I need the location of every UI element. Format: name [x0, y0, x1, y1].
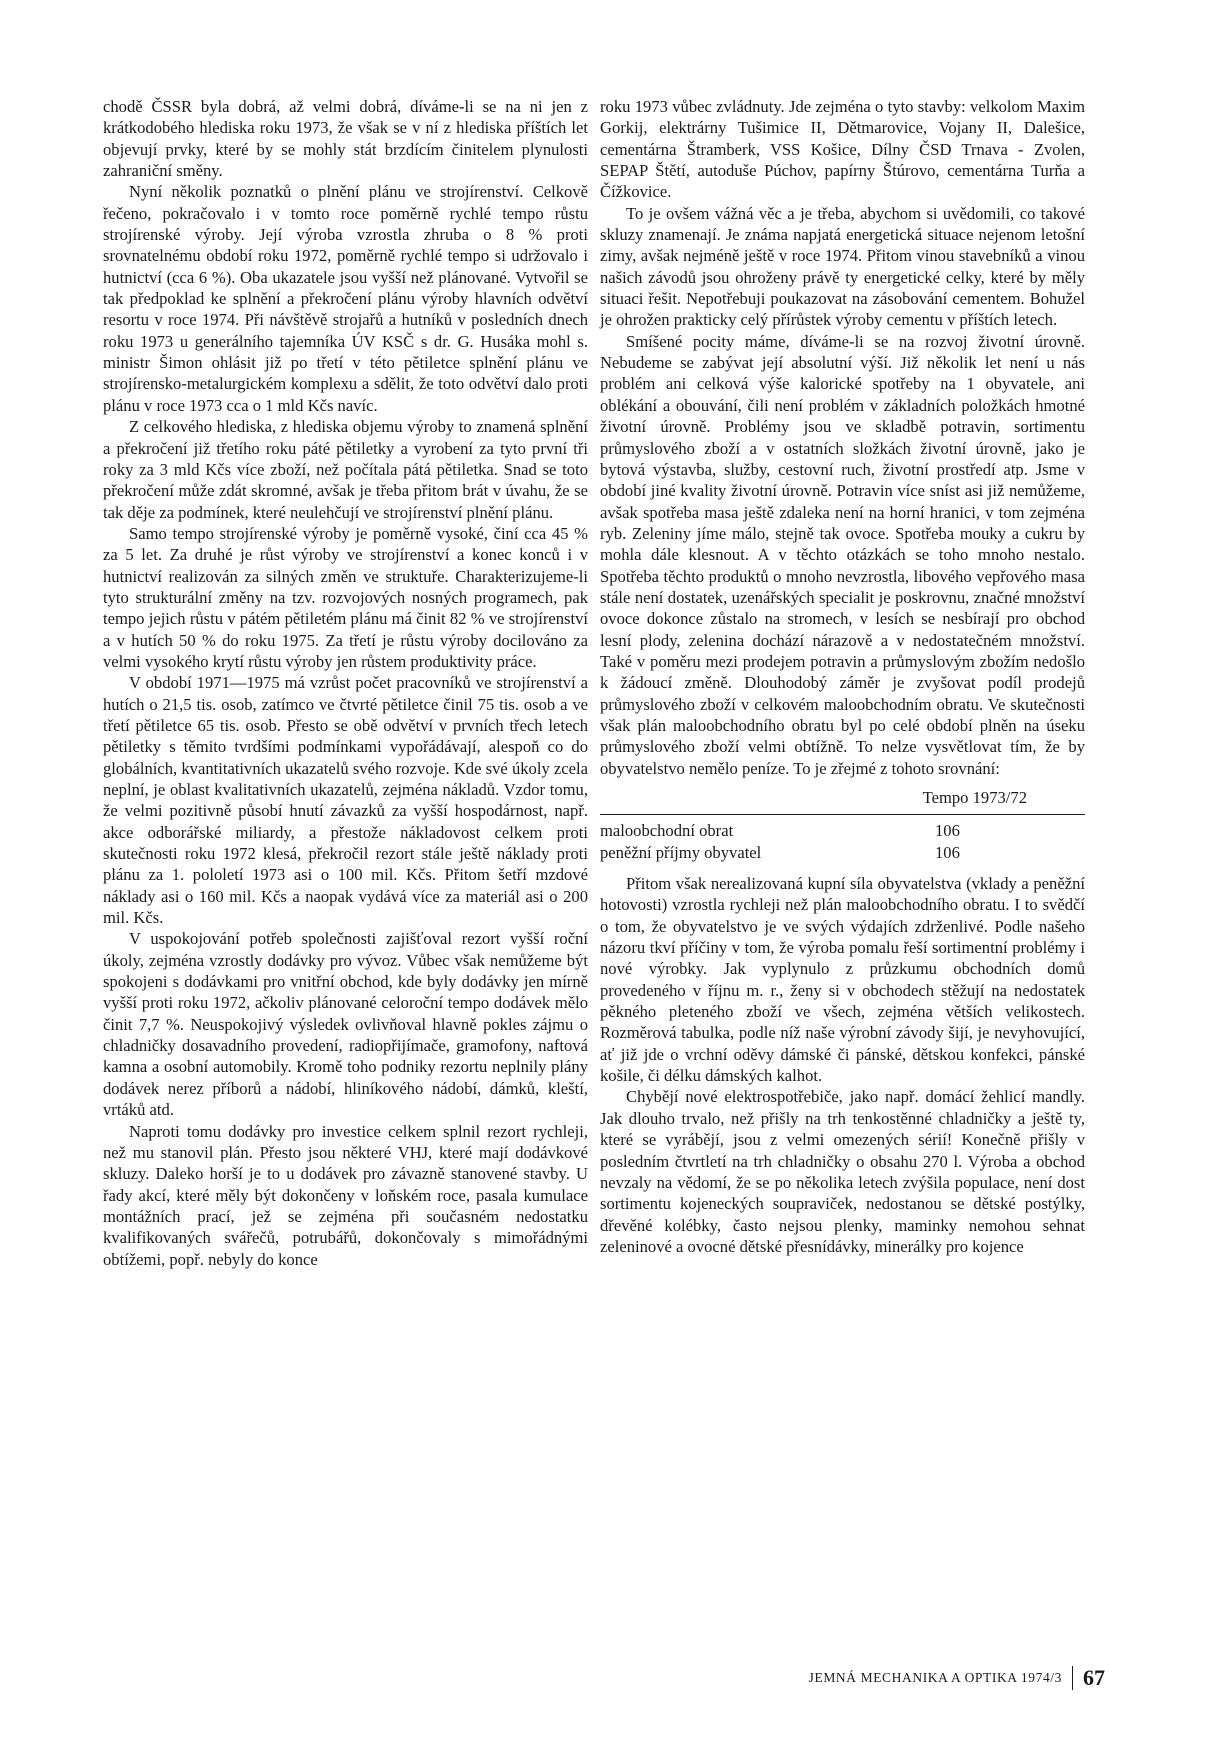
paragraph: Chybějí nové elektrospotřebiče, jako např. domácí žehlicí mandly. Jak dlouho trvalo, než přišly na trh tenkostěnné chladničky a ještě ty, které se vyrábějí, jsou z velmi omezených sérií! Konečně přišly v posledním čtvrtletí na trh chladničky o obsahu 270 l. Výroba a obchod nevzaly na vědomí, že se po několika letech zvýšila populace, není dost sortimentu kojeneckých soupraviček, nedostanou se dětské postýlky, dřevěné kolébky, často nejsou plenky, maminky nemohou sehnat zeleninové a ovocné dětské přesnídávky, minerálky pro kojence [600, 1087, 1085, 1256]
page-footer [809, 1665, 1105, 1691]
comparison-table [600, 787, 1085, 863]
footer-divider [1072, 1666, 1073, 1690]
table-cell-value: 106 [935, 842, 960, 862]
table-row [600, 842, 1085, 863]
paragraph: V uspokojování potřeb společnosti zajišťoval rezort vyšší roční úkoly, zejména vzrostly dodávky pro vývoz. Vůbec však nemůžeme být spokojeni s dodávkami pro vnitřní obchod, kde byly dodávky jen mírně vyšší proti roku 1972, ačkoliv plánované celoroční tempo dodávek mělo činit 7,7 %. Neuspokojivý výsledek ovlivňoval hlavně pokles zájmu o chladničky dosavadního provedení, radiopřijímače, gramofony, naftová kamna a osobní automobily. Kromě toho podniky rezortu neplnily plány dodávek nerez příborů a nádobí, hliníkového nádobí, dámků, kleští, vrtáků atd. [103, 929, 588, 1120]
page-number: 67 [1083, 1665, 1105, 1690]
paragraph: Z celkového hlediska, z hlediska objemu výroby to znamená splnění a překročení již třetího roku páté pětiletky a vyrobení za tyto první tři roky za 3 mld Kčs více zboží, než počítala pátá pětiletka. Snad se toto překročení může zdát skromné, avšak je třeba přitom brát v úvahu, že se tak děje za podmínek, které neulehčují ve strojírenství plnění plánu. [103, 417, 588, 522]
paragraph: Přitom však nerealizovaná kupní síla obyvatelstva (vklady a peněžní hotovosti) vzrostla rychleji než plán maloobchodního obratu. I to svědčí o tom, že obyvatelstvo je ve svých výdajích zdrženlivé. Podle našeho názoru tkví příčiny v tom, že výroba pomalu řeší sortimentní problémy i nové výrobky. Jak vyplynulo z průzkumu obchodních domů provedeného v říjnu m. r., ženy si v obchodech stěžují na nedostatek pěkného pleteného zboží ve všech, zejména větších velikostech. Rozměrová tabulka, podle níž naše výrobní závody šijí, je nevyhovující, ať již jde o vrchní oděvy dámské či pánské, dětskou konfekci, pánské košile, či délku dámských kalhot. [600, 874, 1085, 1086]
table-cell-label: maloobchodní obrat [600, 821, 734, 841]
table-row [600, 815, 1085, 842]
paragraph: Naproti tomu dodávky pro investice celkem splnil rezort rychleji, než mu stanovil plán. Přesto jsou některé VHJ, které mají dodávkové skluzy. Daleko horší je to u dodávek pro závazně stanovené stavby. U řady akcí, které měly být dokončeny v loňském roce, pasala kumulace montážních prací, jež se zejména při současném nedostatku kvalifikovaných svářečů, potrubářů, dokončovaly s mimořádnými obtížemi, popř. nebyly do konce [103, 1121, 588, 1269]
paragraph: roku 1973 vůbec zvládnuty. Jde zejména o tyto stavby: velkolom Maxim Gorkij, elektrárny Tušimice II, Dětmarovice, Vojany II, Dalešice, cementárna Štramberk, VSS Košice, Dílny ČSD Trnava - Zvolen, SEPAP Štětí, autoduše Púchov, papírny Štúrovo, cementárna Turňa a Čížkovice. [600, 97, 1085, 202]
left-text-column [103, 96, 588, 1270]
paragraph: Smíšené pocity máme, díváme-li se na rozvoj životní úrovně. Nebudeme se zabývat její absolutní výší. Již několik let není u nás problém ani celková výše kalorické spotřeby na 1 obyvatele, ani oblékání a obouvání, čili není problém v základních položkách hmotné životní úrovně. Problémy jsou ve skladbě potravin, sortimentu průmyslového zboží a v ostatních složkách životní úrovně, jako je bytová výstavba, služby, cestovní ruch, životní prostředí atp. Jsme v období jiné kvality životní úrovně. Potravin více sníst asi již nemůžeme, avšak spotřeba masa ještě zdaleka není na horní hranici, v tom zejména ryb. Zeleniny jíme málo, stejně tak ovoce. Spotřeba mouky a cukru by mohla dále klesnout. A v těchto otázkách se toho mnoho nestalo. Spotřeba těchto produktů o mnoho nevzrostla, libového vepřového masa stále není dostatek, uzenářských specialit je poskrovnu, značné množství ovoce dokonce zůstalo na stromech, v lesích se nesbírají pro obchod lesní plody, zelenina dochází nárazově a v nedostatečném množství. Také v poměru mezi prodejem potravin a průmyslovým zbožím nedošlo k žádoucí změně. Dlouhodobý záměr je zvyšovat podíl prodejů průmyslového zboží v celkovém maloobchodním obratu. Ve skutečnosti však plán maloobchodního obratu byl po celé období plněn na úseku průmyslového zboží velmi obtížně. To nelze vysvětlovat tím, že by obyvatelstvo nemělo peníze. To je zřejmé z tohoto srovnání: [600, 331, 1085, 778]
table-cell-label: peněžní příjmy obyvatel [600, 842, 762, 862]
table-header: Tempo 1973/72 [600, 787, 1085, 815]
paragraph: chodě ČSSR byla dobrá, až velmi dobrá, díváme-li se na ni jen z krátkodobého hlediska roku 1973, že však se v ní z hlediska příštích let objevují prvky, které by se mohly stát brzdícím činitelem plynulosti zahraniční směny. [103, 97, 588, 181]
paragraph: Samo tempo strojírenské výroby je poměrně vysoké, činí cca 45 % za 5 let. Za druhé je růst výroby ve strojírenství a konec konců i v hutnictví realizován za silných změn ve struktuře. Charakterizujeme-li tyto strukturální změny na tzv. rozvojových nosných programech, pak tempo jejich růstu v pátém pětiletém plánu má činit 82 % ve strojírenství a v hutích 50 % do roku 1975. Za třetí je růstu výroby docilováno za velmi vysokého krytí růstu výroby jen růstem produktivity práce. [103, 523, 588, 671]
paragraph: Nyní několik poznatků o plnění plánu ve strojírenství. Celkově řečeno, pokračovalo i v tomto roce poměrně rychlé tempo růstu strojírenské výroby. Její výroba vzrostla zhruba o 8 % proti srovnatelnému období roku 1972, poměrně rychlé tempo si udržovalo i hutnictví (cca 6 %). Oba ukazatele jsou vyšší než plánované. Vytvořil se tak předpoklad ke splnění a překročení plánu výroby hlavních odvětví resortu v roce 1974. Při návštěvě strojařů a hutníků v posledních dnech roku 1973 u generálního tajemníka ÚV KSČ s dr. G. Husáka mohl s. ministr Šimon ohlásit již po třetí v této pětiletce splnění plánu ve strojírensko-metalurgickém komplexu a sdělit, že toto odvětví dalo proti plánu v roce 1973 cca o 1 mld Kčs navíc. [103, 182, 588, 415]
right-text-column [600, 96, 1085, 1257]
table-cell-value: 106 [935, 821, 960, 841]
paragraph: To je ovšem vážná věc a je třeba, abychom si uvědomili, co takové skluzy znamenají. Je známa napjatá energetická situace nejenom letošní zimy, avšak nejméně ještě v roce 1974. Přitom vinou stavebníků a vinou našich závodů jsou ohroženy právě ty energetické celky, které by měly situaci řešit. Nepotřebuji poukazovat na zásobování cementem. Bohužel je ohrožen prakticky celý přírůstek výroby cementu v příštích letech. [600, 203, 1085, 330]
paragraph: V období 1971—1975 má vzrůst počet pracovníků ve strojírenství a hutích o 21,5 tis. osob, zatímco ve čtvrté pětiletce činil 75 tis. osob a ve třetí pětiletce 65 tis. osob. Přesto se obě odvětví v prvních třech letech pětiletky s těmito tvrdšími podmínkami vypořádávají, alespoň co do globálních, kvantitativních ukazatelů svého rozvoje. Kde své úkoly zcela neplní, je oblast kvalitativních ukazatelů, zejména nákladů. Vzdor tomu, že velmi pozitivně působí hnutí závazků za vyšší hospodárnost, např. akce odborářské miliardy, a přestože nákladovost celkem proti skutečnosti roku 1972 klesá, překročil rezort stále ještě náklady proti plánu za 1. pololetí 1973 asi o 100 mil. Kčs. Přitom šetří mzdové náklady asi o 160 mil. Kčs a naopak vydává více za materiál asi o 200 mil. Kčs. [103, 673, 588, 928]
journal-title: JEMNÁ MECHANIKA A OPTIKA 1974/3 [808, 1670, 1062, 1685]
